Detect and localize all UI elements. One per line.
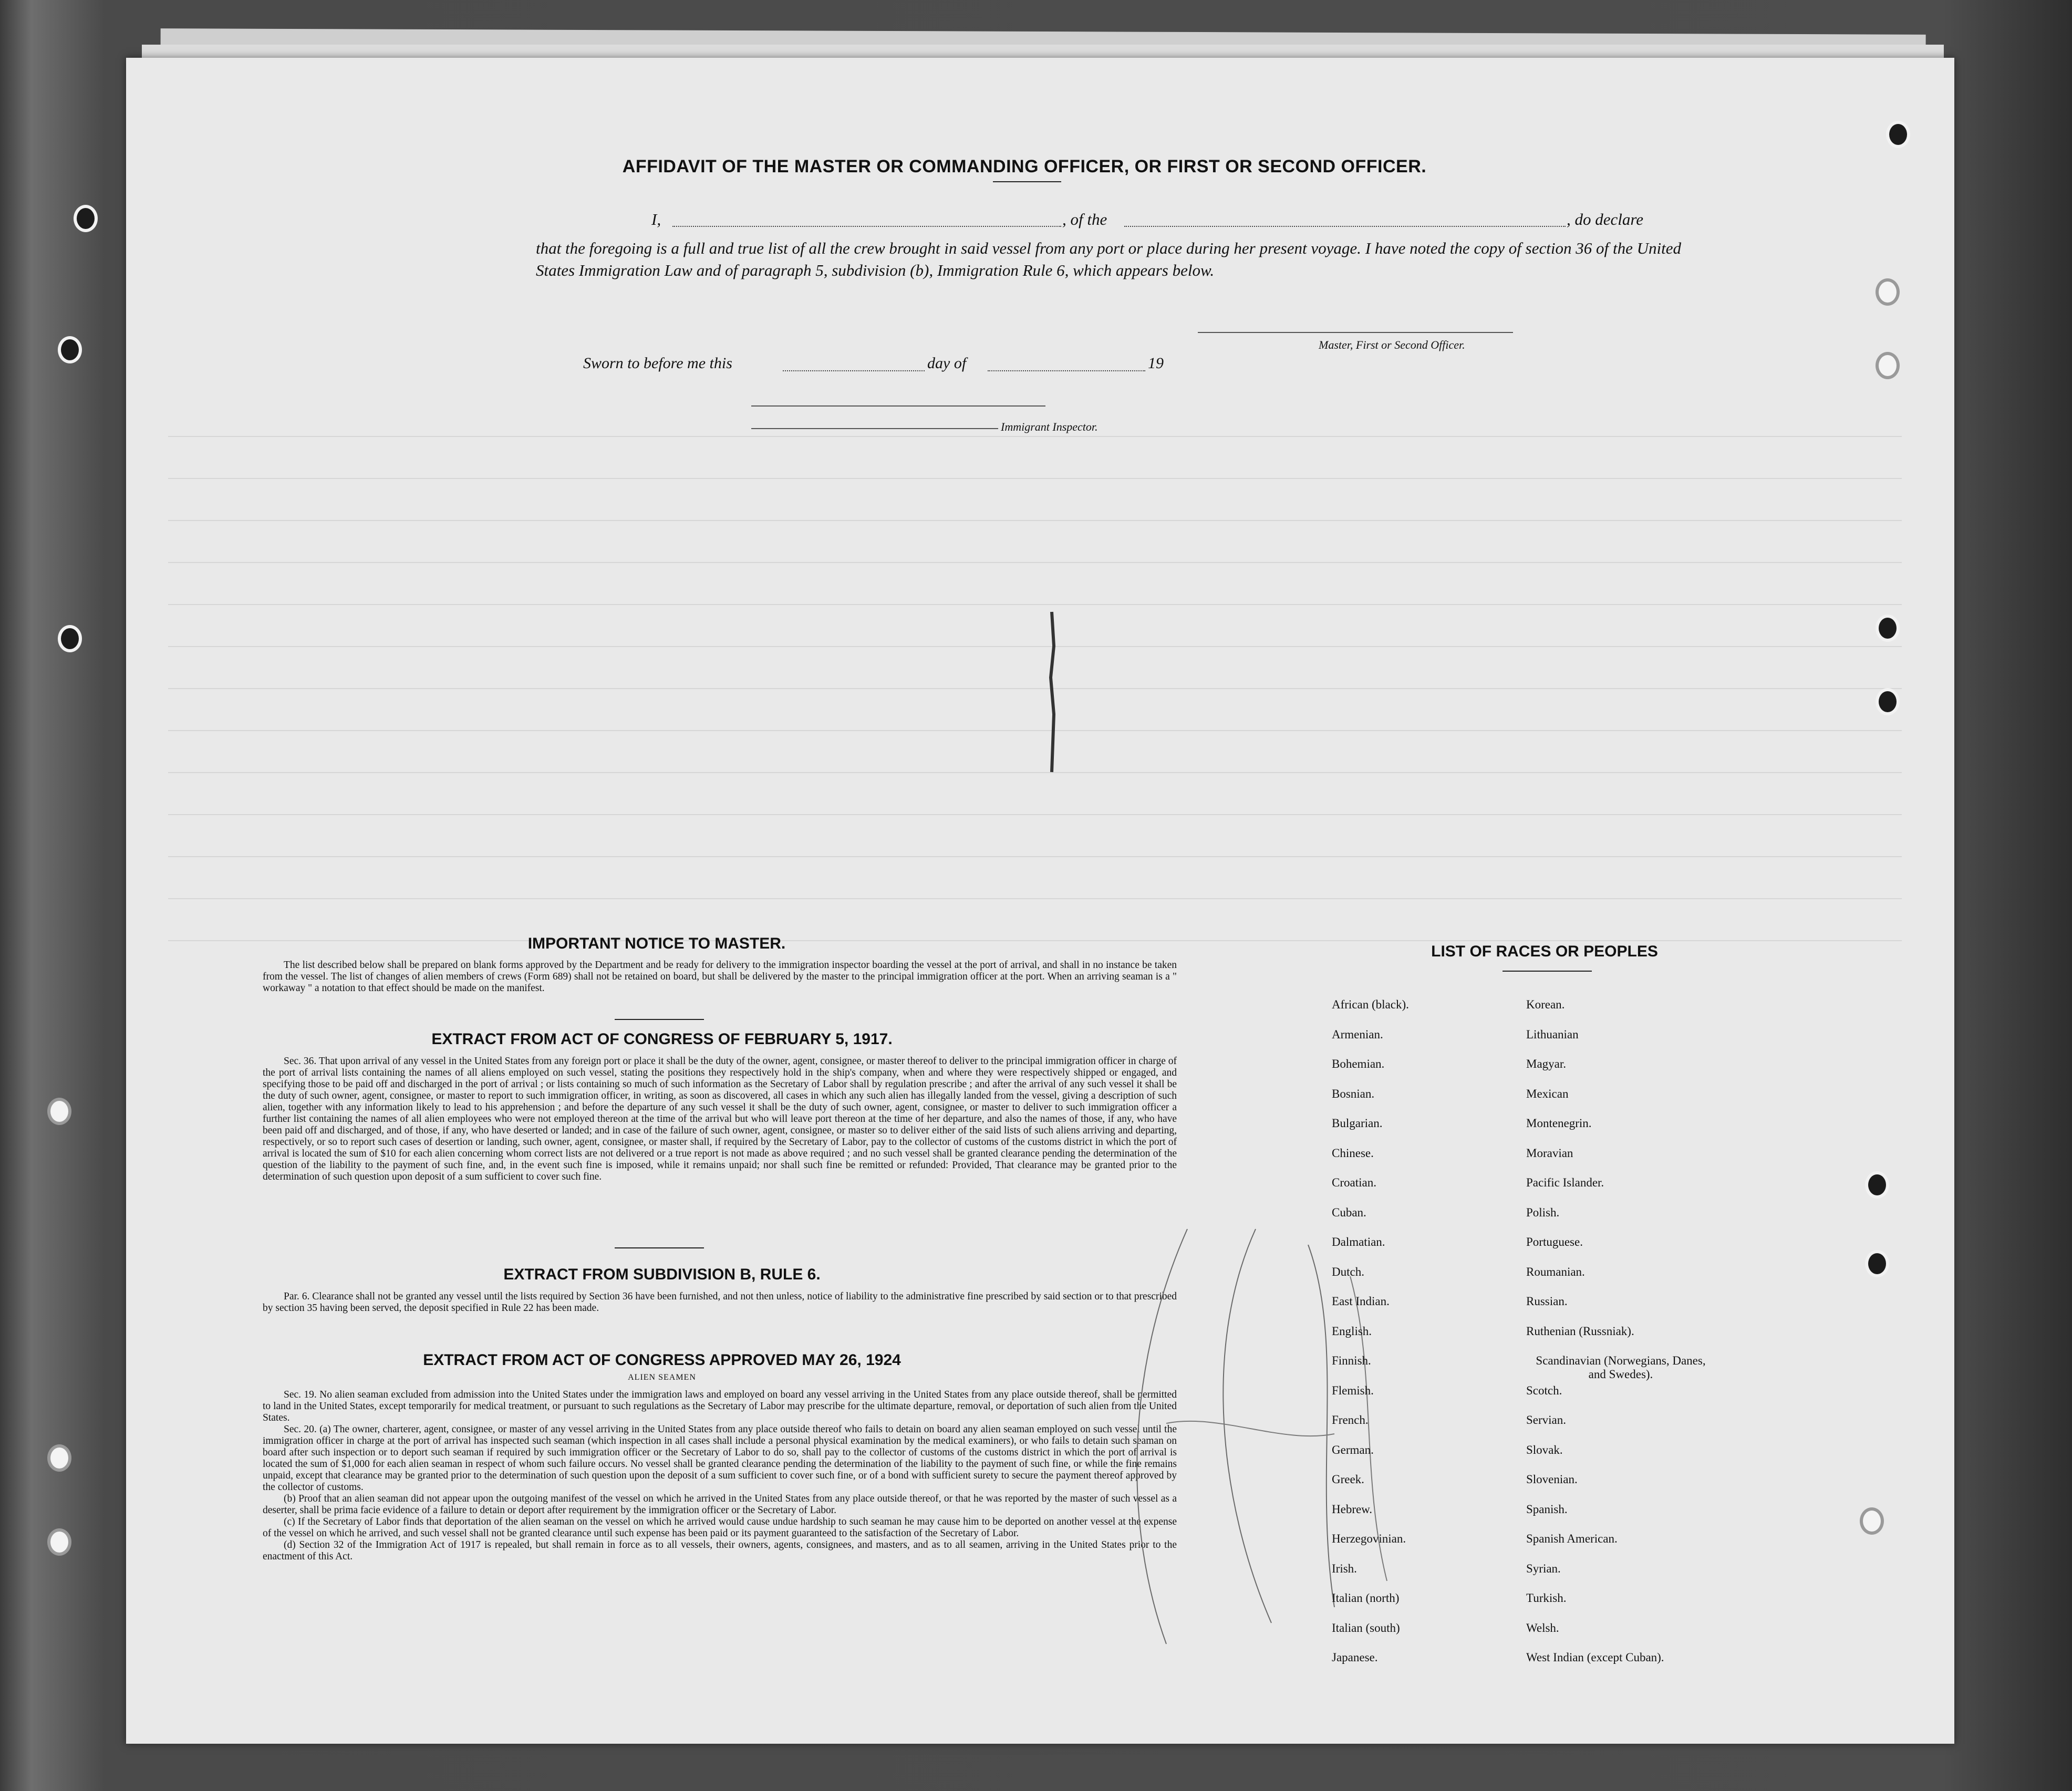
- inspector-signature-top-rule: [751, 405, 1045, 407]
- punch-hole-icon: [1865, 1171, 1889, 1199]
- race-item: Russian.: [1526, 1295, 1568, 1308]
- punch-hole-icon: [1876, 352, 1900, 379]
- extract-rule6-paragraph: Par. 6. Clearance shall not be granted any vessel until the lists required by Section 36 have been furnished, and not then unless, notice of liability to the administrative fine prescribed by said section or to that prescribed by section 35 having been served, the deposit specified in Rule 22 has been made.: [263, 1291, 1177, 1314]
- master-signature-field[interactable]: [1198, 332, 1513, 333]
- bleed-through-line: [168, 730, 1902, 731]
- race-item: Japanese.: [1332, 1651, 1378, 1664]
- notice-paragraph: The list described below shall be prepared on blank forms approved by the Department and be ready for delivery to the immigration inspector boarding the vessel at the port of arrival, and shall in no instance be taken from the vessel. The list of changes of alien members of crews (Form 689) shall not be retained on board, but shall be delivered by the master to the principal immigration officer at the port. When an arriving seaman is a " workaway " a notation to that effect should be made on the manifest.: [263, 960, 1177, 994]
- race-item: East Indian.: [1332, 1295, 1390, 1308]
- race-item: Korean.: [1526, 998, 1565, 1011]
- race-item: Montenegrin.: [1526, 1117, 1592, 1130]
- race-item: Flemish.: [1332, 1383, 1374, 1397]
- binder-hole-icon: [47, 1528, 71, 1556]
- race-item: Bosnian.: [1332, 1087, 1375, 1100]
- race-item: Moravian: [1526, 1146, 1573, 1160]
- race-item: Magyar.: [1526, 1057, 1567, 1070]
- punch-hole-icon: [1865, 1250, 1889, 1277]
- race-item: Italian (south): [1332, 1621, 1400, 1634]
- race-item: Italian (north): [1332, 1591, 1400, 1605]
- master-signature-label: Master, First or Second Officer.: [1319, 338, 1465, 351]
- affidavit-i-label: I,: [651, 210, 661, 228]
- extract-1924-paragraph: Sec. 19. No alien seaman excluded from admission into the United States under the immigration laws and employed on board any vessel arriving in the United States from any place outside thereof, shall be permitted to land in the United States, except temporarily for medical treatment, or pursuant to such regulations as the Secretary of Labor may prescribe for the ultimate departure, removal, or deportation of such alien from the United States.: [263, 1389, 1177, 1423]
- race-item: West Indian (except Cuban).: [1526, 1651, 1664, 1664]
- race-item: Servian.: [1526, 1413, 1567, 1426]
- extract-1924-title: EXTRACT FROM ACT OF CONGRESS APPROVED MAY 26, 1924: [423, 1351, 901, 1369]
- bleed-through-line: [168, 688, 1902, 689]
- race-item: Dutch.: [1332, 1265, 1364, 1278]
- race-item: English.: [1332, 1324, 1372, 1338]
- punch-hole-icon: [1876, 688, 1900, 715]
- race-item: German.: [1332, 1443, 1374, 1456]
- race-item: Slovak.: [1526, 1443, 1563, 1456]
- do-declare-label: , do declare: [1567, 210, 1644, 228]
- declarant-name-field[interactable]: [672, 226, 1061, 227]
- punch-hole-icon: [1886, 121, 1910, 148]
- affidavit-body: that the foregoing is a full and true list of all the crew brought in said vessel from any port or place during her present voyage. I have noted the copy of section 36 of the United States Immigration Law and of paragraph 5, subdivision (b), Immigration Rule 6, which appears below.: [536, 239, 1681, 279]
- sworn-month-field[interactable]: [988, 370, 1145, 371]
- punch-hole-icon: [1860, 1507, 1884, 1535]
- extract-rule6-body: [263, 1291, 1177, 1314]
- race-item: Scotch.: [1526, 1383, 1562, 1397]
- race-item: Scandinavian (Norwegians, Danes, and Swedes).: [1536, 1354, 1706, 1381]
- punch-hole-icon: [1876, 615, 1900, 642]
- notice-body: [263, 960, 1177, 994]
- race-item: Greek.: [1332, 1473, 1364, 1486]
- race-item: Bohemian.: [1332, 1057, 1385, 1070]
- extract-1917-paragraph: Sec. 36. That upon arrival of any vessel in the United States from any foreign port or place it shall be the duty of the owner, agent, consignee, or master thereof to deliver to the principal immigration officer in charge of the port of arrival lists containing the names of all aliens employed on such vessel, stating the positions they respectively hold in the ship's company, when and where they were respectively shipped or engaged, and specifying those to be paid off and discharged in the port of arrival ; or lists containing so much of such information as the Secretary of Labor shall by regulation prescribe ; and after the arrival of any such vessel it shall be the duty of such owner, agent, consignee, or master to report to such immigration officer, in writing, as soon as discovered, all cases in which any such alien has illegally landed from the vessel, giving a description of such alien, together with any information likely to lead to his apprehension ; and before the departure of any such vessel it shall be the duty of such owner, agent, consignee, or master to deliver to such immigration officer a further list containing the names of all alien employees who were not employed thereon at the time of the arrival but who will leave port thereon at the time of her departure, and also the names of those, if any, who have been paid off and discharged, and of those, if any, who have deserted or landed; and in case of the failure of such owner, agent, consignee, or master so to deliver either of the said lists of such aliens arriving and departing, respectively, or so to report such cases of desertion or landing, such owner, agent, consignee, or master shall, if required by the Secretary of Labor, pay to the collector of customs of the customs district in which the port of arrival is located the sum of $10 for each alien concerning whom correct lists are not delivered or a true report is not made as above required ; and no such vessel shall be granted clearance pending the determination of the question of the liability to the payment of such fine, and, in the event such fine is imposed, while it remains unpaid; nor shall such fine be remitted or refunded: Provided, That clearance may be granted prior to the determination of such question upon deposit of a sum sufficient to cover such fine.: [263, 1056, 1177, 1182]
- bleed-through-line: [168, 436, 1902, 437]
- affidavit-title: AFFIDAVIT OF THE MASTER OR COMMANDING OFFICER, OR FIRST OR SECOND OFFICER.: [622, 157, 1427, 176]
- extract-1924-body: [263, 1389, 1177, 1563]
- extract-1924-subtitle: ALIEN SEAMEN: [628, 1373, 696, 1382]
- binder-hole-icon: [58, 336, 82, 363]
- extract-1924-paragraph: (d) Section 32 of the Immigration Act of 1917 is repealed, but shall remain in force as to all vessels, their owners, agents, consignees, and masters, and as to all seamen, arriving in the United States prior to the enactment of this Act.: [263, 1539, 1177, 1562]
- binder-hole-icon: [47, 1444, 71, 1472]
- extract-1917-title: EXTRACT FROM ACT OF CONGRESS OF FEBRUARY 5, 1917.: [431, 1030, 893, 1048]
- sworn-prefix-label: Sworn to before me this: [583, 355, 732, 372]
- bleed-through-line: [168, 814, 1902, 815]
- races-divider: [1503, 971, 1592, 972]
- race-item: Chinese.: [1332, 1146, 1374, 1160]
- notice-title: IMPORTANT NOTICE TO MASTER.: [527, 935, 786, 952]
- race-item: Portuguese.: [1526, 1235, 1583, 1248]
- races-title: LIST OF RACES OR PEOPLES: [1431, 943, 1658, 960]
- race-item: Herzegovinian.: [1332, 1532, 1406, 1545]
- title-divider: [993, 181, 1061, 182]
- race-item: Pacific Islander.: [1526, 1176, 1604, 1189]
- document-page: [126, 58, 1954, 1744]
- race-item: Roumanian.: [1526, 1265, 1585, 1278]
- race-item: Croatian.: [1332, 1176, 1376, 1189]
- race-item: Spanish American.: [1526, 1532, 1618, 1545]
- extract-1924-paragraph: (c) If the Secretary of Labor finds that deportation of the alien seaman on the vessel on which he arrived would cause undue hardship to such seaman he may cause him to be deported on another vessel at the expense of the vessel on which he arrived, and such vessel shall not be granted clearance until such expense has been paid or its payment guaranteed to the satisfaction of the Secretary of Labor.: [263, 1516, 1177, 1539]
- race-item: Welsh.: [1526, 1621, 1559, 1634]
- race-item: Dalmatian.: [1332, 1235, 1385, 1248]
- race-item: Spanish.: [1526, 1502, 1568, 1516]
- race-item: Armenian.: [1332, 1027, 1383, 1041]
- inspector-signature-field[interactable]: [751, 428, 998, 429]
- extract-1924-paragraph: (b) Proof that an alien seaman did not appear upon the outgoing manifest of the vessel on which he arrived in the United States from any place outside thereof, or that he was reported by the master of such vessel as a deserter, shall be prima facie evidence of a failure to detain or deport after requirement by the immigration officer or the Secretary of Labor.: [263, 1493, 1177, 1516]
- sworn-day-field[interactable]: [783, 370, 925, 371]
- section-divider: [615, 1247, 704, 1248]
- punch-hole-icon: [1876, 278, 1900, 306]
- inspector-label: Immigrant Inspector.: [1001, 420, 1098, 433]
- race-item: Hebrew.: [1332, 1502, 1373, 1516]
- extract-rule6-title: EXTRACT FROM SUBDIVISION B, RULE 6.: [503, 1266, 821, 1283]
- race-item: Mexican: [1526, 1087, 1569, 1100]
- bleed-through-line: [168, 772, 1902, 773]
- bleed-through-line: [168, 520, 1902, 521]
- of-the-label: , of the: [1062, 210, 1107, 228]
- binder-hole-icon: [47, 1098, 71, 1125]
- vessel-name-field[interactable]: [1124, 226, 1566, 227]
- section-divider: [615, 1019, 704, 1020]
- race-item: Turkish.: [1526, 1591, 1567, 1605]
- race-item: Irish.: [1332, 1561, 1357, 1575]
- bleed-through-line: [168, 478, 1902, 479]
- extract-1924-paragraph: Sec. 20. (a) The owner, charterer, agent, consignee, or master of any vessel arriving in the United States from any place outside thereof who fails to detain on board any alien seaman employed on such vessel until the immigration officer in charge at the port of arrival has inspected such seaman (which inspection in all cases shall include a personal physical examination by the medical examiners), or who fails to detain such seaman on board after such inspection or to deport such seaman if required by such immigration officer or the Secretary of Labor to do so, shall pay to the collector of customs of the customs district in which the port of arrival is located the sum of $1,000 for each alien seaman in respect of whom such failure occurs. No vessel shall be granted clearance pending the determination of the liability to the payment of such fine, or while the fine remains unpaid, except that clearance may be granted prior to the determination of such question upon the deposit of a sum sufficient to cover such fine, or of a bond with sufficient surety to secure the payment thereof approved by the collector of customs.: [263, 1424, 1177, 1493]
- bleed-through-line: [168, 604, 1902, 605]
- race-item: Ruthenian (Russniak).: [1526, 1324, 1634, 1338]
- race-item: Syrian.: [1526, 1561, 1561, 1575]
- extract-1917-body: [263, 1056, 1177, 1183]
- race-item: Bulgarian.: [1332, 1117, 1383, 1130]
- race-item: African (black).: [1332, 998, 1409, 1011]
- bleed-through-line: [168, 646, 1902, 647]
- bleed-through-line: [168, 940, 1902, 941]
- race-item: Slovenian.: [1526, 1473, 1578, 1486]
- race-item: Cuban.: [1332, 1205, 1366, 1219]
- day-of-label: day of: [927, 355, 967, 372]
- bleed-through-line: [168, 898, 1902, 899]
- bleed-through-line: [168, 856, 1902, 857]
- binder-hole-icon: [58, 625, 82, 652]
- binder-hole-icon: [74, 205, 98, 232]
- race-item: Polish.: [1526, 1205, 1560, 1219]
- year-prefix-label: 19: [1148, 355, 1164, 372]
- race-item: French.: [1332, 1413, 1369, 1426]
- race-item: Finnish.: [1332, 1354, 1371, 1367]
- bleed-through-line: [168, 562, 1902, 563]
- race-item: Lithuanian: [1526, 1027, 1579, 1041]
